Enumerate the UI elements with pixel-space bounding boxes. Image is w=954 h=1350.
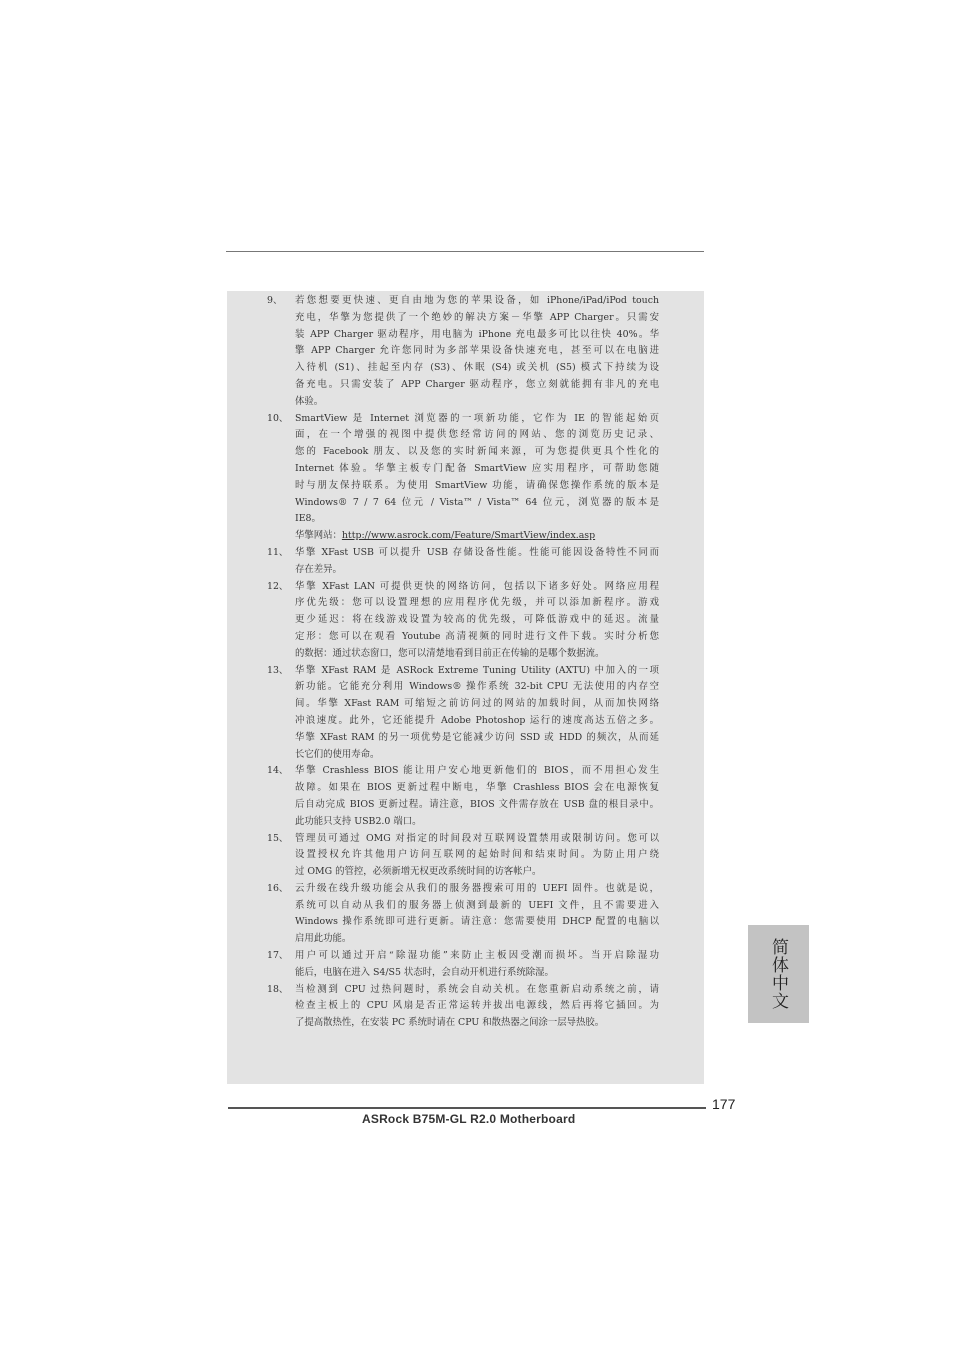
item-text-line: IE8。 bbox=[295, 513, 321, 525]
list-item bbox=[267, 982, 659, 1032]
language-tab bbox=[748, 925, 809, 1023]
item-number: 14、 bbox=[267, 765, 289, 777]
footer-model-name: ASRock B75M-GL R2.0 Motherboard bbox=[362, 1112, 576, 1126]
item-text-line: Windows® 7 / 7 64 位元 / Vista™ / Vista™ 64 位元，浏览器的版本是 bbox=[295, 496, 659, 508]
item-text-line: 新功能。它能充分利用 Windows® 操作系统 32-bit CPU 无法使用的内存空 bbox=[295, 681, 659, 693]
item-number: 13、 bbox=[267, 664, 289, 676]
list-item bbox=[267, 545, 659, 579]
item-number: 17、 bbox=[267, 950, 289, 962]
item-text-line: 冲浪速度。此外，它还能提升 Adobe Photoshop 运行的速度高达五倍之多。 bbox=[295, 714, 659, 726]
item-text-line: 面，在一个增强的视图中提供您经常访问的网站、您的浏览历史记录、 bbox=[295, 429, 659, 441]
website-link[interactable]: http://www.asrock.com/Feature/SmartView/index.asp bbox=[341, 530, 596, 542]
item-number: 11、 bbox=[267, 546, 289, 558]
item-text-line: SmartView 是 Internet 浏览器的一项新功能，它作为 IE 的智能起始页 bbox=[295, 412, 659, 424]
item-text-line: 用户可以通过开启“除湿功能”来防止主板因受潮而损坏。当开启除湿功 bbox=[295, 950, 659, 962]
item-text-line: 擎 APP Charger 允许您同时为多部苹果设备快速充电，甚至可以在电脑进 bbox=[295, 345, 659, 357]
item-text-line: Internet 体验。华擎主板专门配备 SmartView 应实用程序，可帮助您随 bbox=[295, 462, 659, 474]
item-text-line: 时与朋友保持联系。为使用 SmartView 功能，请确保您操作系统的版本是 bbox=[295, 479, 659, 491]
item-text-line: 系统可以自动从我们的服务器上侦测到最新的 UEFI 文件，且不需要进入 bbox=[295, 899, 659, 911]
list-item bbox=[267, 579, 659, 663]
top-rule bbox=[226, 251, 704, 252]
item-text-line: 此功能只支持 USB2.0 端口。 bbox=[295, 815, 422, 827]
item-text-line: 能后，电脑在进入 S4/S5 状态时，会自动开机进行系统除湿。 bbox=[295, 966, 554, 978]
language-tab-label: 简体中文 bbox=[768, 938, 788, 1010]
item-text-line: 定形：您可以在观看 Youtube 高清视频的同时进行文件下载。实时分析您 bbox=[295, 630, 659, 642]
item-text-line: 华擎 Crashless BIOS 能让用户安心地更新他们的 BIOS，而不用担心发生 bbox=[295, 765, 659, 777]
item-text-line: Windows 操作系统即可进行更新。请注意：您需要使用 DHCP 配置的电脑以 bbox=[295, 916, 659, 928]
website-label: 华擎网站： bbox=[295, 530, 342, 542]
footer-rule bbox=[228, 1107, 706, 1109]
item-text-line: 检查主板上的 CPU 风扇是否正常运转并拔出电源线，然后再将它插回。为 bbox=[295, 1000, 659, 1012]
item-number: 10、 bbox=[267, 412, 289, 424]
item-text-line: 云升级在线升级功能会从我们的服务器搜索可用的 UEFI 固件。也就是说， bbox=[295, 882, 659, 894]
item-text-line: 更少延迟：将在线游戏设置为较高的优先级，可降低游戏中的延迟。流量 bbox=[295, 614, 659, 626]
item-text-line: 充电，华擎为您提供了一个绝妙的解决方案－华擎 APP Charger。只需安 bbox=[295, 311, 659, 323]
item-text-line: 当检测到 CPU 过热问题时，系统会自动关机。在您重新启动系统之前，请 bbox=[295, 983, 659, 995]
item-text-line: 间。华擎 XFast RAM 可缩短之前访问过的网站的加载时间，从而加快网络 bbox=[295, 698, 659, 710]
item-text-line: 设置授权允许其他用户访问互联网的起始时间和结束时间。为防止用户绕 bbox=[295, 849, 659, 861]
feature-list bbox=[267, 293, 659, 1032]
item-number: 9、 bbox=[267, 295, 283, 306]
item-number: 18、 bbox=[267, 983, 289, 995]
item-text-line: 了提高散热性，在安装 PC 系统时请在 CPU 和散热器之间涂一层导热胶。 bbox=[295, 1017, 605, 1029]
item-text-line: 序优先级：您可以设置理想的应用程序优先级，并可以添加新程序。游戏 bbox=[295, 597, 659, 609]
website-line bbox=[295, 528, 659, 545]
list-item bbox=[267, 293, 659, 411]
item-text-line: 故障。如果在 BIOS 更新过程中断电，华擎 Crashless BIOS 会在电源恢复 bbox=[295, 782, 659, 794]
item-number: 12、 bbox=[267, 580, 289, 592]
item-text-line: 华擎 XFast LAN 可提供更快的网络访问，包括以下诸多好处。网络应用程 bbox=[295, 580, 659, 592]
item-text-line: 长它们的使用寿命。 bbox=[295, 748, 380, 760]
content-box bbox=[227, 291, 704, 1084]
item-text-line: 存在差异。 bbox=[295, 563, 342, 575]
item-text-line: 的数据：通过状态窗口，您可以清楚地看到目前正在传输的是哪个数据流。 bbox=[295, 647, 605, 659]
item-text-line: 启用此功能。 bbox=[295, 933, 352, 945]
item-text-line: 管理员可通过 OMG 对指定的时间段对互联网设置禁用或限制访问。您可以 bbox=[295, 832, 659, 844]
item-text-line: 备充电。只需安装了 APP Charger 驱动程序，您立刻就能拥有非凡的充电 bbox=[295, 378, 659, 390]
list-item bbox=[267, 831, 659, 881]
list-item bbox=[267, 663, 659, 764]
list-item bbox=[267, 948, 659, 982]
item-text-line: 您的 Facebook 朋友、以及您的实时新闻来源，可为您提供更具个性化的 bbox=[295, 446, 659, 458]
item-text-line: 华擎 XFast RAM 的另一项优势是它能减少访问 SSD 或 HDD 的频次，从而延 bbox=[295, 731, 659, 743]
item-text-line: 入待机 (S1)、挂起至内存 (S3)、休眠 (S4) 或关机 (S5) 模式下持续为设 bbox=[295, 362, 659, 374]
item-text-line: 后自动完成 BIOS 更新过程。请注意，BIOS 文件需存放在 USB 盘的根目录中。 bbox=[295, 798, 659, 810]
item-text-line: 装 APP Charger 驱动程序，用电脑为 iPhone 充电最多可比以往快 40%。华 bbox=[295, 328, 659, 340]
item-text-line: 过 OMG 的管控，必须新增无权更改系统时间的访客帐户。 bbox=[295, 866, 542, 878]
item-number: 16、 bbox=[267, 882, 289, 894]
item-number: 15、 bbox=[267, 832, 289, 844]
item-text-line: 体验。 bbox=[295, 395, 324, 407]
list-item bbox=[267, 411, 659, 545]
page-number: 177 bbox=[712, 1096, 736, 1112]
item-text-line: 华擎 XFast RAM 是 ASRock Extreme Tuning Utility (AXTU) 中加入的一项 bbox=[295, 664, 659, 676]
list-item bbox=[267, 763, 659, 830]
item-text-line: 华擎 XFast USB 可以提升 USB 存储设备性能。性能可能因设备特性不同而 bbox=[295, 546, 659, 558]
list-item bbox=[267, 881, 659, 948]
item-text-line: 若您想要更快速、更自由地为您的苹果设备，如 iPhone/iPad/iPod touch bbox=[295, 295, 659, 306]
